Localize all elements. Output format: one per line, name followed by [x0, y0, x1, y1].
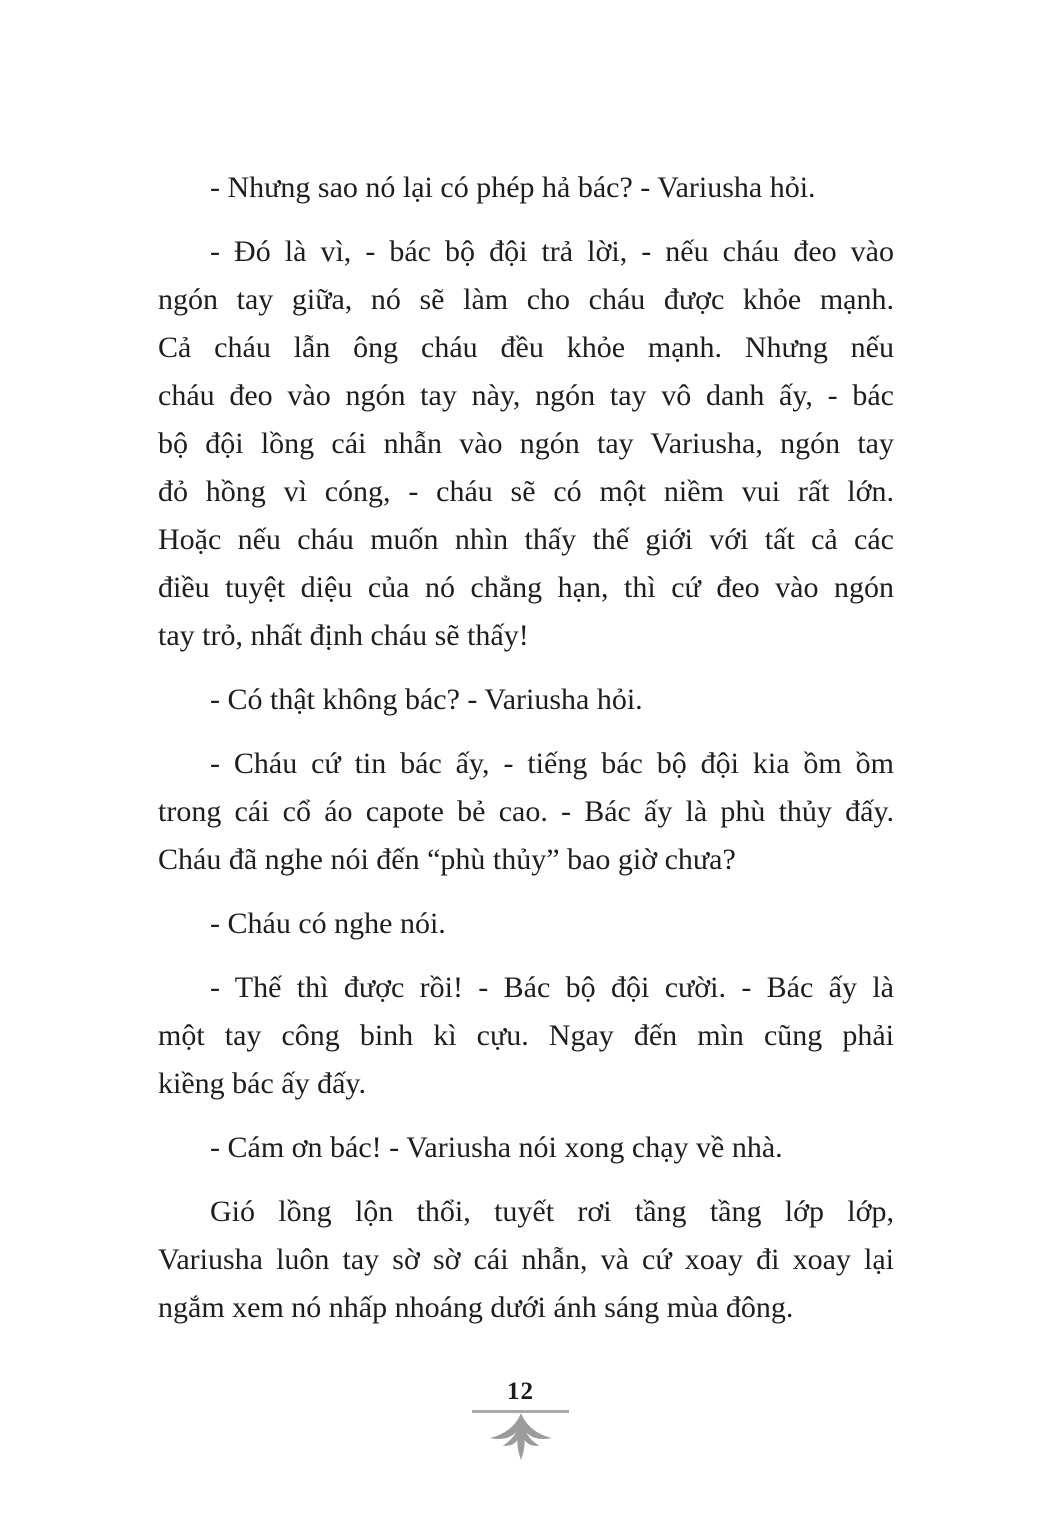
page-number: 12	[507, 1378, 534, 1405]
text-line: đỏ hồng vì cóng, - cháu sẽ có một niềm vui rất lớn.	[158, 475, 894, 508]
paragraph	[158, 740, 894, 884]
text-line: Variusha luôn tay sờ sờ cái nhẫn, và cứ xoay đi xoay lại	[158, 1243, 894, 1276]
text-line: - Có thật không bác? - Variusha hỏi.	[210, 683, 643, 716]
paragraph	[158, 1124, 894, 1172]
text-line: trong cái cổ áo capote bẻ cao. - Bác ấy là phù thủy đấy.	[158, 795, 894, 828]
text-line: cháu đeo vào ngón tay này, ngón tay vô danh ấy, - bác	[158, 379, 894, 412]
text-line: Hoặc nếu cháu muốn nhìn thấy thế giới với tất cả các	[158, 523, 894, 556]
text-line: - Cám ơn bác! - Variusha nói xong chạy về nhà.	[210, 1131, 783, 1164]
paragraph	[158, 964, 894, 1108]
paragraph	[158, 900, 894, 948]
text-line: điều tuyệt diệu của nó chẳng hạn, thì cứ đeo vào ngón	[158, 571, 894, 604]
text-line: - Đó là vì, - bác bộ đội trả lời, - nếu cháu đeo vào	[210, 235, 894, 268]
text-line: - Nhưng sao nó lại có phép hả bác? - Variusha hỏi.	[210, 171, 816, 204]
page-footer	[472, 1374, 569, 1462]
paragraph	[158, 164, 894, 212]
text-line: ngắm xem nó nhấp nhoáng dưới ánh sáng mùa đông.	[158, 1291, 794, 1324]
text-line: bộ đội lồng cái nhẫn vào ngón tay Variusha, ngón tay	[158, 427, 894, 460]
paragraph	[158, 1188, 894, 1332]
text-line: kiềng bác ấy đấy.	[158, 1067, 366, 1100]
text-line: tay trỏ, nhất định cháu sẽ thấy!	[158, 619, 529, 652]
text-line: ngón tay giữa, nó sẽ làm cho cháu được khỏe mạnh.	[158, 283, 894, 316]
text-line: - Cháu có nghe nói.	[210, 907, 446, 940]
text-line: - Cháu cứ tin bác ấy, - tiếng bác bộ đội kia ồm ồm	[210, 747, 894, 780]
paragraph	[158, 228, 894, 660]
text-line: một tay công binh kì cựu. Ngay đến mìn cũng phải	[158, 1019, 894, 1052]
text-line: - Thế thì được rồi! - Bác bộ đội cười. - Bác ấy là	[210, 971, 894, 1004]
text-line: Cả cháu lẫn ông cháu đều khỏe mạnh. Nhưng nếu	[158, 331, 894, 364]
text-line: Cháu đã nghe nói đến “phù thủy” bao giờ chưa?	[158, 843, 736, 876]
text-line: Gió lồng lộn thổi, tuyết rơi tầng tầng lớp lớp,	[210, 1195, 894, 1228]
text-block	[158, 164, 894, 1332]
fleur-down-ornament-icon	[485, 1412, 557, 1462]
paragraph	[158, 676, 894, 724]
